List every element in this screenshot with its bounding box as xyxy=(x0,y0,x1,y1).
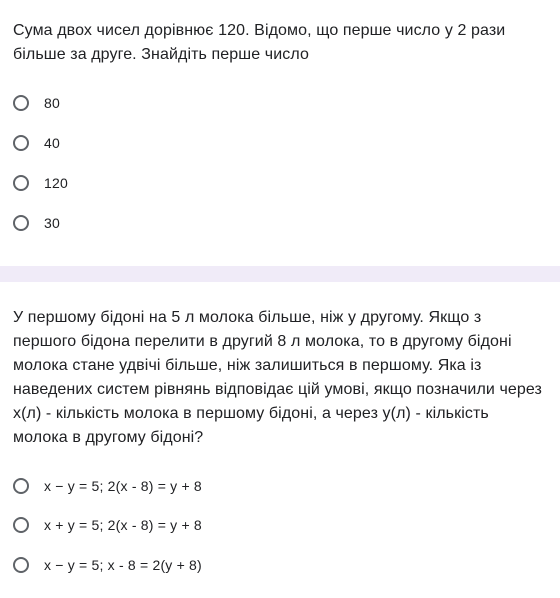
option-120[interactable] xyxy=(13,171,68,195)
option-label: х − у = 5; х - 8 = 2(у + 8) xyxy=(44,557,202,573)
option-label: 120 xyxy=(44,175,68,191)
option-80[interactable] xyxy=(13,91,60,115)
radio-button[interactable] xyxy=(13,517,29,533)
option-label: х − у = 5; 2(х - 8) = у + 8 xyxy=(44,478,202,494)
radio-button[interactable] xyxy=(13,557,29,573)
option-label: х + у = 5; 2(х - 8) = у + 8 xyxy=(44,517,202,533)
option-40[interactable] xyxy=(13,131,60,155)
radio-button[interactable] xyxy=(13,478,29,494)
radio-button[interactable] xyxy=(13,215,29,231)
option-label: 30 xyxy=(44,215,60,231)
option-30[interactable] xyxy=(13,211,60,235)
radio-button[interactable] xyxy=(13,95,29,111)
option-label: 80 xyxy=(44,95,60,111)
option-label: 40 xyxy=(44,135,60,151)
option-system-2[interactable] xyxy=(13,513,202,537)
option-system-1[interactable] xyxy=(13,474,202,498)
question-text: Сума двох чисел дорівнює 120. Відомо, що перше число у 2 рази більше за друге. Знайдіть перше число xyxy=(13,22,506,63)
option-system-3[interactable] xyxy=(13,553,202,577)
question-card-1 xyxy=(0,0,560,266)
section-separator xyxy=(0,266,560,282)
question-card-2 xyxy=(0,282,560,598)
radio-button[interactable] xyxy=(13,135,29,151)
question-text: У першому бідоні на 5 л молока більше, ніж у другому. Якщо з першого бідона перелити в другий 8 л молока, то в другому бідоні молока стане удвічі більше, ніж залишиться в першому. Яка із наведених систем рівнянь відповідає цій умові, якщо позначили через х(л) - кількість молока в першому бідоні, а через у(л) - кількість молока в другому бідоні? xyxy=(13,309,542,446)
radio-button[interactable] xyxy=(13,175,29,191)
